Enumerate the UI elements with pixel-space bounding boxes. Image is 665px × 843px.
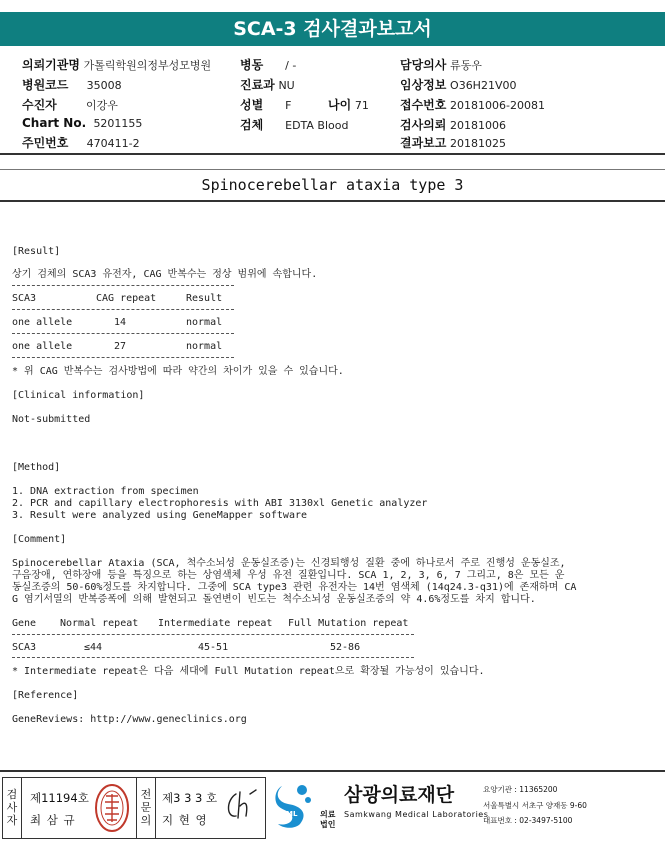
hospital-code-field: 병원코드 35008 xyxy=(22,78,122,92)
specialist-name: 지 현 영 xyxy=(162,813,208,827)
comment-line: Spinocerebellar Ataxia (SCA, 척수소뇌성 운동실조증)는 신경퇴행성 질환 중에 하나로서 주로 진행성 운동실조, xyxy=(12,558,566,569)
table-row: 52-86 xyxy=(330,642,361,653)
comment-heading: [Comment] xyxy=(12,534,67,545)
receipt-field: 접수번호 20181006-20081 xyxy=(400,98,545,112)
doctor-field: 담당의사 류동우 xyxy=(400,58,482,72)
contact-code: 요양기관 : 11365200 xyxy=(483,785,558,794)
patient-field: 수진자 이강우 xyxy=(22,98,118,112)
result-table-top-rule xyxy=(12,285,234,286)
ref-table-header-rule xyxy=(12,634,414,635)
specimen-field: 검체 EDTA Blood xyxy=(240,118,349,132)
ref-note: * Intermediate repeat은 다음 세대에 Full Mutation repeat으로 확장될 가능성이 있습니다. xyxy=(12,666,485,677)
table-row: normal xyxy=(186,341,223,352)
logo-subtitle: Samkwang Medical Laboratories xyxy=(344,810,489,819)
comment-line: G 염기서열의 반복증폭에 의해 발현되고 돌연변이 빈도는 척수소뇌성 운동실조증의 약 4.6%정도를 차지 합니다. xyxy=(12,594,536,605)
age-field: 나이 71 xyxy=(328,98,369,112)
ref-col-normal: Normal repeat xyxy=(60,618,139,629)
title-top-divider xyxy=(0,169,665,170)
contact-phone: 대표번호 : 02-3497-5100 xyxy=(483,816,573,825)
contact-address: 서울특별시 서초구 양재동 9-60 xyxy=(483,801,587,810)
inspector-name: 최 삼 규 xyxy=(30,813,76,827)
method-line: 1. DNA extraction from specimen xyxy=(12,486,199,497)
inspector-license: 제11194호 xyxy=(30,791,89,805)
clinical-text: Not-submitted xyxy=(12,414,91,425)
method-heading: [Method] xyxy=(12,462,61,473)
logo-name: 삼광의료재단 xyxy=(344,784,455,806)
header-divider xyxy=(0,153,665,155)
method-line: 3. Result were analyzed using GeneMapper software xyxy=(12,510,308,521)
table-row: 27 xyxy=(114,341,127,352)
inspector-seal-icon xyxy=(92,782,132,834)
result-col-gene: SCA3 xyxy=(12,293,37,304)
report-title-bar: SCA-3 검사결과보고서 xyxy=(0,12,665,46)
result-table-row-rule xyxy=(12,333,234,334)
chart-no-field: Chart No. 5201155 xyxy=(22,116,143,130)
specialist-signature-icon xyxy=(222,786,262,826)
institution-field: 의뢰기관명 가톨릭학원의정부성모병원 xyxy=(22,58,212,72)
specialist-license: 제3 3 3 호 xyxy=(162,791,218,805)
reference-heading: [Reference] xyxy=(12,690,79,701)
ref-table-bottom-rule xyxy=(12,657,414,658)
footer-divider xyxy=(0,770,665,772)
clinical-heading: [Clinical information] xyxy=(12,390,145,401)
report-date-field: 결과보고 20181025 xyxy=(400,136,507,150)
sex-field: 성별 F xyxy=(240,98,292,112)
request-date-field: 검사의뢰 20181006 xyxy=(400,118,507,132)
result-heading: [Result] xyxy=(12,246,61,257)
resident-id-field: 주민번호 470411-2 xyxy=(22,136,140,150)
specialist-label: 전문의 xyxy=(140,788,152,827)
ref-col-intermediate: Intermediate repeat xyxy=(158,618,273,629)
sml-mark: SML xyxy=(281,810,298,818)
result-col-result: Result xyxy=(186,293,223,304)
method-line: 2. PCR and capillary electrophoresis with ABI 3130xl Genetic analyzer xyxy=(12,498,428,509)
ref-col-gene: Gene xyxy=(12,618,37,629)
result-summary: 상기 검체의 SCA3 유전자, CAG 반복수는 정상 범위에 속합니다. xyxy=(12,269,318,280)
result-note: * 위 CAG 반복수는 검사방법에 따라 약간의 차이가 있을 수 있습니다. xyxy=(12,366,344,377)
title-bottom-divider xyxy=(0,200,665,202)
table-row: SCA3 xyxy=(12,642,37,653)
clinical-info-field: 임상정보 O36H21V00 xyxy=(400,78,517,92)
comment-line: 구음장애, 연하장애 등을 특징으로 하는 상염색체 우성 유전 질환입니다. SCA 1, 2, 3, 6, 7 그리고, 8은 모든 운 xyxy=(12,570,565,581)
comment-line: 동실조증의 50-60%정도를 차지합니다. 그중에 SCA type3 관련 유전자는 14번 염색체 (14q24.3-q31)에 존재하며 CA xyxy=(12,582,577,593)
ref-col-full: Full Mutation repeat xyxy=(288,618,409,629)
table-row: ≤44 xyxy=(84,642,103,653)
logo-prefix: 의료법인 xyxy=(320,810,336,829)
dept-field: 진료과 NU xyxy=(240,78,295,92)
ward-field: 병동 / - xyxy=(240,58,297,72)
test-name-title: Spinocerebellar ataxia type 3 xyxy=(201,176,464,194)
result-table-bottom-rule xyxy=(12,357,234,358)
table-row: one allele xyxy=(12,341,73,352)
samkwang-logo-icon xyxy=(272,780,318,832)
reference-text: GeneReviews: http://www.geneclinics.org xyxy=(12,714,247,725)
table-row: normal xyxy=(186,317,223,328)
inspector-label: 검사자 xyxy=(6,788,18,827)
table-row: 45-51 xyxy=(198,642,229,653)
table-row: 14 xyxy=(114,317,127,328)
table-row: one allele xyxy=(12,317,73,328)
result-col-cag: CAG repeat xyxy=(96,293,157,304)
result-table-header-rule xyxy=(12,309,234,310)
